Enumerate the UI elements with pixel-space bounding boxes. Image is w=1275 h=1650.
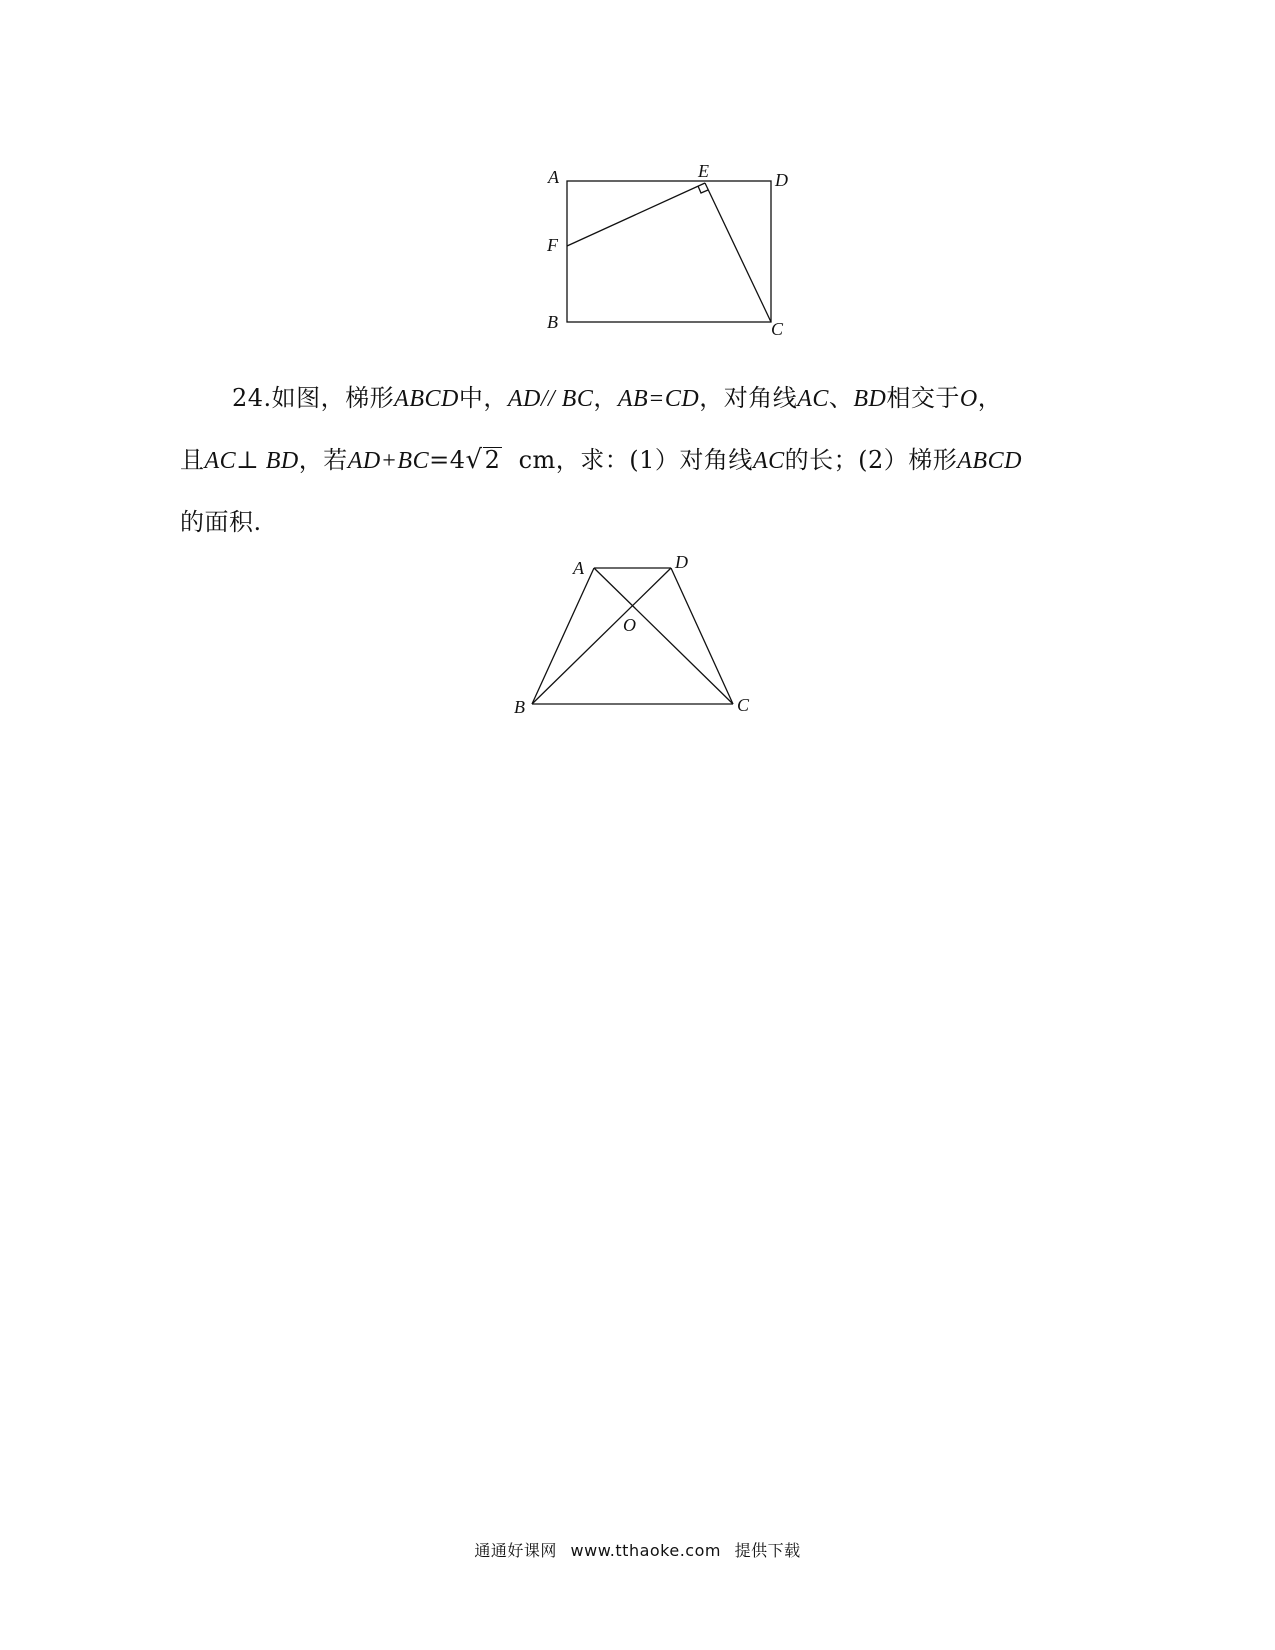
segment-dc: [671, 568, 733, 704]
figure-trapezoid-svg: [500, 545, 770, 725]
math-var: AD// BC: [507, 386, 594, 412]
page-footer: [0, 1538, 1275, 1561]
footer-url[interactable]: www.tthaoke.com: [570, 1541, 721, 1560]
math-var: ABCD: [394, 386, 459, 412]
text-segment: 中，: [458, 384, 508, 412]
text-segment: ，: [977, 384, 1003, 412]
segment-fe: [567, 183, 705, 246]
text-segment: 的面积.: [180, 508, 262, 536]
text-segment: ，对角线: [699, 384, 798, 412]
radical-sign: √: [465, 445, 483, 475]
math-var: O: [959, 386, 978, 412]
problem-24: [180, 368, 1060, 553]
footer-site-name: 通通好课网: [474, 1541, 557, 1560]
diagonal-ac: [594, 568, 733, 704]
label-f: F: [547, 235, 558, 255]
figure-trapezoid-abcd: [500, 545, 770, 725]
figure-rectangle-svg: [530, 150, 800, 350]
text-segment: ，: [593, 384, 618, 412]
segment-ec: [705, 183, 771, 322]
label-d: D: [675, 552, 688, 572]
problem-number: 24.: [232, 384, 272, 412]
label-d: D: [775, 170, 788, 190]
text-segment: 的长；(2）梯形: [784, 446, 958, 474]
math-var: BD: [853, 386, 887, 412]
label-a: A: [573, 558, 584, 578]
sqrt-expression: [465, 430, 502, 491]
figure-rectangle-abcd: [530, 150, 800, 350]
label-e: E: [698, 161, 709, 181]
text-segment: 如图，梯形: [271, 384, 395, 412]
label-o: O: [623, 615, 636, 635]
math-var: AD+BC: [347, 448, 430, 474]
math-var: AC: [797, 386, 829, 412]
problem-line-3: [180, 492, 1060, 553]
diagonal-bd: [532, 568, 671, 704]
math-var: AB=CD: [617, 386, 700, 412]
text-segment: cm，求：(1）对角线: [502, 446, 753, 474]
segment-ab: [532, 568, 594, 704]
rectangle-abcd: [567, 181, 771, 322]
label-c: C: [771, 319, 784, 339]
problem-line-2: [180, 430, 1060, 492]
math-var: ABCD: [957, 448, 1022, 474]
math-var: AC: [752, 448, 785, 474]
radicand: 2: [484, 446, 501, 474]
text-segment: 相交于: [886, 384, 960, 412]
footer-suffix: 提供下载: [734, 1541, 801, 1560]
math-var: AC⊥ BD: [204, 448, 299, 474]
label-a: A: [548, 167, 559, 187]
label-b: B: [547, 312, 558, 332]
text-segment: =4: [429, 446, 466, 474]
text-segment: 且: [180, 446, 205, 474]
text-segment: ，若: [298, 446, 348, 474]
label-c: C: [737, 695, 750, 715]
label-b: B: [514, 697, 525, 717]
problem-line-1: [180, 368, 1060, 430]
text-segment: 、: [828, 384, 854, 412]
